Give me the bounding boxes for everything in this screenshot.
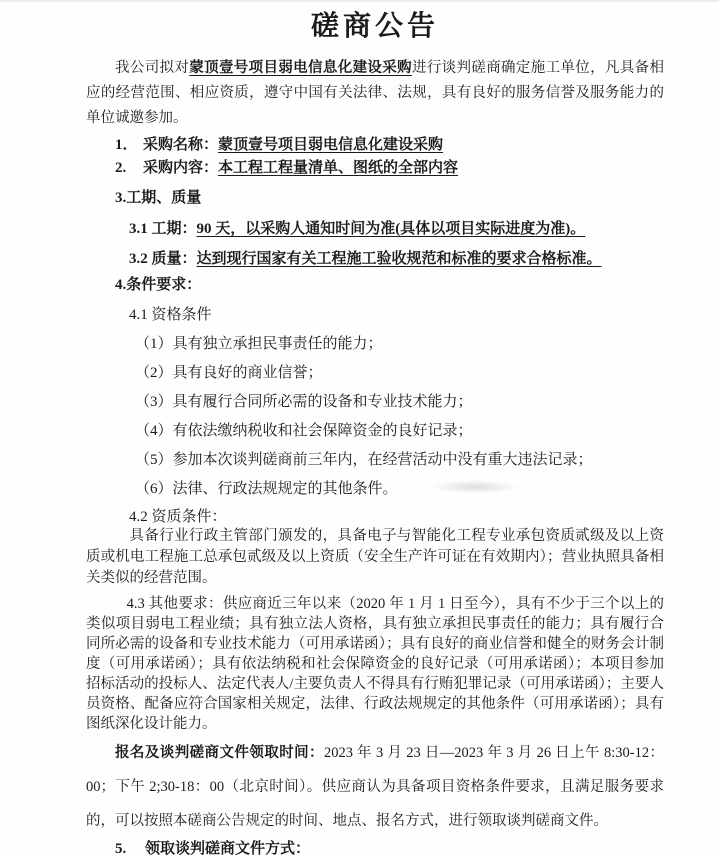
quality-row bbox=[129, 250, 664, 268]
purchase-name-row bbox=[115, 134, 664, 157]
section5-number: 5. bbox=[115, 841, 127, 856]
qualification-heading: 4.1 资格条件 bbox=[129, 307, 212, 323]
other-requirements-paragraph bbox=[86, 594, 664, 734]
qualification-item-3: （3）具有履行合同所必需的设备和专业技术能力； bbox=[135, 394, 473, 410]
other-requirements-body: 供应商近三年以来（2020 年 1 月 1 日至今），具有不少于三个以上的类似项目弱电工程业绩；具有独立法人资格，具有独立承担民事责任的能力；具有履行合同所必需的设备和专业技术能力（可用承诺函）；具有良好的商业信誉和健全的财务会计制度（可用承诺函）；具有依法纳税和社会保障资金的良好记录（可用承诺函）；本项目参加招标活动的投标人、法定代表人/主要负责人不得具有行贿犯罪记录（可用承诺函）；主要人员资格、配备应符合国家相关规定，法律、行政法规规定的其他条件（可用承诺函）；具有图纸深化设计能力。 bbox=[86, 596, 665, 732]
document-collection-heading bbox=[115, 840, 664, 856]
intro-suffix: 进行谈判磋商确定施工单位，凡具备相应的经营范围、相应资质，遵守中国有关法律、法规，具有良好的服务信誉及服务能力的单位诚邀参加。 bbox=[86, 60, 665, 126]
registration-time-paragraph bbox=[86, 736, 664, 838]
quality-value: 达到现行国家有关工程施工验收规范和标准的要求合格标准。 bbox=[196, 251, 602, 267]
qualification-item-2: （2）具有良好的商业信誉； bbox=[135, 365, 323, 381]
qualification-item-4: （4）有依法缴纳税收和社会保障资金的良好记录； bbox=[135, 423, 473, 439]
registration-time-label: 报名及谈判磋商文件领取时间： bbox=[115, 745, 324, 761]
purchase-content-value: 本工程工程量清单、图纸的全部内容 bbox=[218, 160, 459, 176]
page-title: 磋商公告 bbox=[310, 11, 439, 42]
qualification-item-6: （6）法律、行政法规规定的其他条件。 bbox=[135, 481, 398, 497]
purchase-items bbox=[86, 134, 664, 180]
credential-heading: 4.2 资质条件： bbox=[129, 509, 227, 525]
quality-label: 3.2 质量： bbox=[129, 251, 197, 267]
registration-time-body: 2023 年 3 月 23 日—2023 年 3 月 26 日上午 8:30-12：00；下午 2;30-18：00（北京时间）。供应商认为具备项目资格条件要求，且满足服务要求的，可以按照本磋商公告规定的时间、地点、报名方式，进行领取谈判磋商文件。 bbox=[86, 745, 665, 829]
duration-label: 3.1 工期： bbox=[129, 221, 197, 237]
duration-row bbox=[129, 220, 664, 238]
duration-quality-heading: 3.工期、质量 bbox=[115, 190, 202, 206]
other-requirements-label: 4.3 其他要求： bbox=[126, 596, 223, 612]
item1-number: 1． bbox=[115, 137, 138, 153]
purchase-name-value: 蒙顶壹号项目弱电信息化建设采购 bbox=[218, 137, 444, 153]
item2-number: 2. bbox=[115, 160, 127, 176]
document-content bbox=[0, 8, 719, 856]
purchase-content-label: 采购内容： bbox=[143, 160, 219, 176]
qualification-item-5: （5）参加本次谈判磋商前三年内，在经营活动中没有重大违法记录； bbox=[135, 452, 593, 468]
intro-project-name: 蒙顶壹号项目弱电信息化建设采购 bbox=[189, 60, 412, 76]
conditions-heading: 4.条件要求： bbox=[115, 277, 202, 293]
purchase-content-row bbox=[115, 157, 664, 180]
purchase-name-label: 采购名称： bbox=[143, 137, 219, 153]
intro-paragraph bbox=[86, 56, 664, 131]
intro-prefix: 我公司拟对 bbox=[115, 60, 190, 76]
qualification-item-1: （1）具有独立承担民事责任的能力； bbox=[135, 336, 383, 352]
credential-paragraph: 具备行业行政主管部门颁发的，具备电子与智能化工程专业承包资质贰级及以上资质或机电工程施工总承包贰级及以上资质（安全生产许可证在有效期内）；营业执照具备相关类似的经营范围。 bbox=[86, 528, 664, 586]
document-collection-label: 领取谈判磋商文件方式： bbox=[145, 841, 311, 856]
duration-value: 90 天，以采购人通知时间为准(具体以项目实际进度为准)。 bbox=[196, 221, 586, 237]
